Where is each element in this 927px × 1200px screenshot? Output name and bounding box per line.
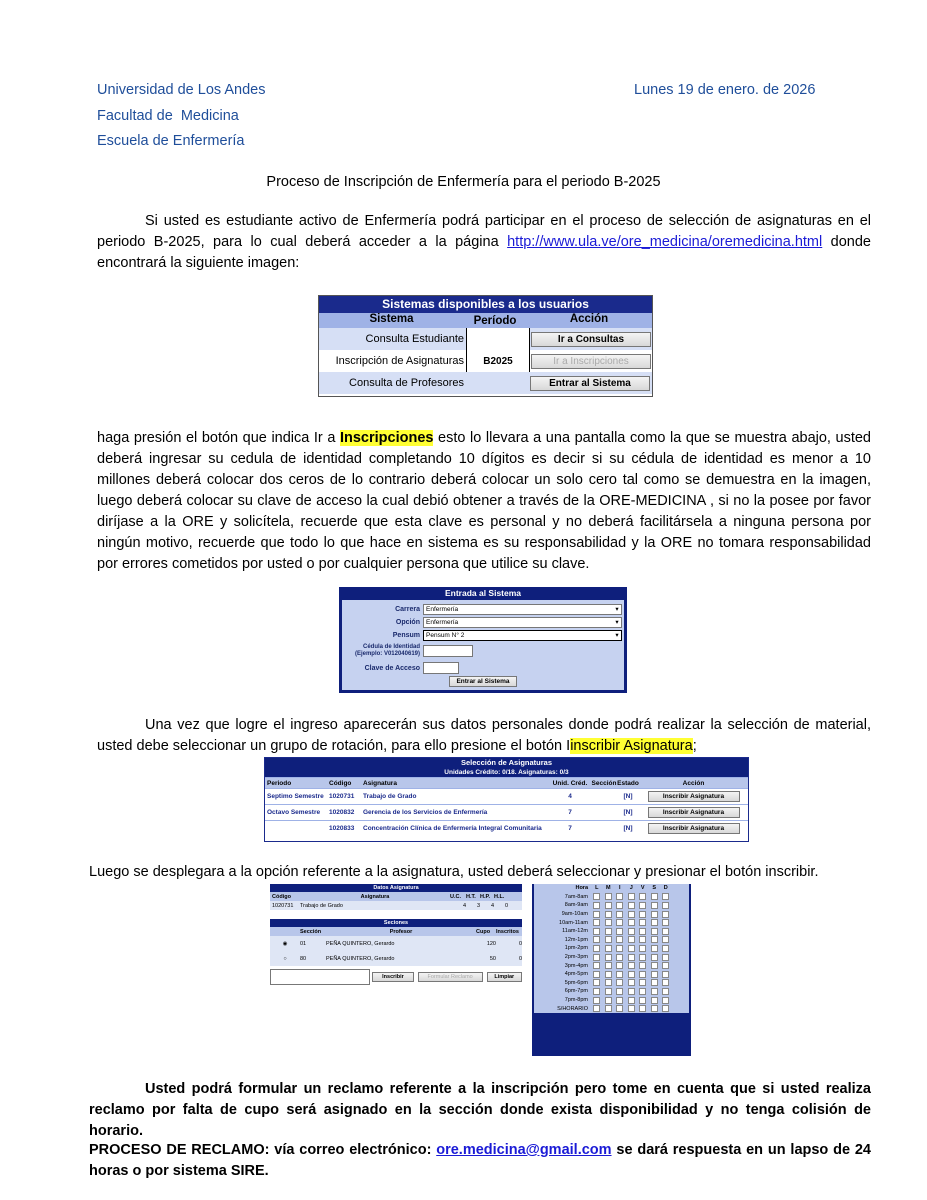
horario-row [534,979,689,988]
horario-slot-label: 5pm-6pm [564,979,588,986]
table-row: ◉ 01 PEÑA QUINTERO, Gerardo 120 0 [270,936,522,951]
table-row: ○ 80 PEÑA QUINTERO, Gerardo 50 0 [270,951,522,966]
horario-checkbox[interactable] [603,911,615,918]
horario-checkbox[interactable] [660,1005,672,1012]
horario-checkbox[interactable] [660,962,672,969]
horario-checkbox[interactable] [614,928,626,935]
horario-row [534,936,689,945]
horario-checkbox[interactable] [649,971,661,978]
entrada-title: Entrada al Sistema [444,588,522,598]
cedula-input[interactable] [423,645,473,657]
inscripciones-highlight: Inscripciones [339,430,434,446]
horario-checkbox[interactable] [603,971,615,978]
horario-row [534,893,689,902]
horario-checkbox[interactable] [603,988,615,995]
horario-checkbox[interactable] [614,893,626,900]
horario-checkbox[interactable] [660,997,672,1004]
horario-checkbox[interactable] [626,954,638,961]
horario-slot-label: 1pm-2pm [564,945,588,952]
horario-checkbox[interactable] [614,919,626,926]
horario-checkbox[interactable] [637,997,649,1004]
horario-checkbox[interactable] [591,919,603,926]
horario-checkbox[interactable] [591,997,603,1004]
col-periodo: Período [473,314,517,327]
horario-checkbox[interactable] [649,997,661,1004]
horario-slot-label: 12m-1pm [564,936,588,943]
horario-slot-label: S/HORARIO [557,1005,588,1012]
entrar-al-sistema-button[interactable]: Entrar al Sistema [530,376,650,391]
horario-row [534,901,689,910]
table-row: 1020833 Concentración Clínica de Enfermería Integral Comunitaria 7 [N] Inscribir Asignatura [265,820,748,836]
horario-checkbox[interactable] [603,954,615,961]
horario-checkbox[interactable] [603,979,615,986]
table-row: Octavo Semestre 1020832 Gerencia de los Servicios de Enfermería 7 [N] Inscribir Asignatura [265,804,748,820]
horario-row [534,987,689,996]
carrera-select[interactable]: Enfermería ▾ [423,604,622,615]
clave-input[interactable] [423,662,459,674]
instructions-paragraph: haga presión el botón que indica Ir a Inscripciones esto lo llevara a una pantalla como la que se muestra abajo, usted deberá ingresar su cedula de identidad completando 10 dígitos es decir si su cédula de identidad es menor a 10 millones deberá colocar dos ceros de lo contrario deberá colocar un solo cero tal como se demuestra en la imagen, luego deberá colocar su clave de acceso la cual debió obtener a través de la ORE-MEDICINA , si no la posee por favor diríjase a la ORE y solicítela, recuerde que esta clave es personal y no deberá facilitársela a ninguna persona por ningún motivo, recuerde que todo lo que hace en sistema es su responsabilidad y la ORE no tomara responsabilidad por errores cometidos por usted o por cualquier persona que utilice su clave. [97,430,871,572]
datos-title: Datos Asignatura [270,884,522,892]
horario-checkbox[interactable] [637,988,649,995]
horario-checkbox[interactable] [591,979,603,986]
secciones-title: Seciones [270,919,522,927]
horario-checkbox[interactable] [637,919,649,926]
horario-checkbox[interactable] [626,1005,638,1012]
horario-checkbox[interactable] [626,988,638,995]
inscribir-button[interactable]: Inscribir [372,972,413,982]
horario-checkbox[interactable] [603,997,615,1004]
horario-checkbox[interactable] [614,1005,626,1012]
horario-checkbox[interactable] [637,902,649,909]
horario-row [534,970,689,979]
entrar-button[interactable]: Entrar al Sistema [449,676,517,687]
sistemas-title: Sistemas disponibles a los usuarios [319,296,652,313]
horario-checkbox[interactable] [626,911,638,918]
document-title: Proceso de Inscripción de Enfermería para el periodo B-2025 [266,174,661,190]
horario-checkbox[interactable] [603,936,615,943]
horario-checkbox[interactable] [649,962,661,969]
horario-checkbox[interactable] [660,902,672,909]
entrada-form: Entrada al Sistema Carrera Enfermería ▾ Opción Enfermería ▾ Pensum Pensum N° 2 ▾ Cédula de Identidad (Ejemplo: V012040619) Clave de Acceso Entrar al Sistema [339,587,627,693]
horario-checkbox[interactable] [603,919,615,926]
horario-checkbox[interactable] [626,979,638,986]
radio-selected-icon[interactable]: ◉ [282,940,288,947]
horario-checkbox[interactable] [591,1005,603,1012]
ir-a-inscripciones-button[interactable]: Ir a Inscripciones [531,354,651,369]
horario-row [534,996,689,1005]
horario-row [534,918,689,927]
horario-slot-label: 11am-12m [562,928,588,935]
horario-checkbox[interactable] [660,979,672,986]
horario-checkbox[interactable] [614,962,626,969]
horario-slot-label: 4pm-5pm [564,971,588,978]
horario-checkbox[interactable] [614,971,626,978]
horario-slot-label: 10am-11am [559,919,588,926]
horario-slot-label: 7am-8am [564,893,588,900]
horario-checkbox[interactable] [614,911,626,918]
table-row: 1020731 Trabajo de Grado 4 3 4 0 [270,901,522,910]
horario-row [534,1004,689,1013]
horario-slot-label: 3pm-4pm [564,962,588,969]
sistemas-table [318,295,653,397]
horario-checkbox[interactable] [626,919,638,926]
formular-reclamo-button[interactable]: Formular Reclamo [418,972,483,982]
reclamo-input[interactable] [270,969,370,985]
horario-slot-label: 9am-10am [561,911,588,918]
horario-checkbox[interactable] [626,893,638,900]
horario-checkbox[interactable] [626,936,638,943]
horario-checkbox[interactable] [591,988,603,995]
horario-checkbox[interactable] [660,954,672,961]
horario-checkbox[interactable] [614,902,626,909]
horario-checkbox[interactable] [614,936,626,943]
horario-checkbox[interactable] [614,954,626,961]
horario-checkbox[interactable] [614,988,626,995]
university-name: Universidad de Los Andes [97,82,266,98]
ir-a-consultas-button[interactable]: Ir a Consultas [531,332,651,347]
horario-checkbox[interactable] [637,962,649,969]
horario-checkbox[interactable] [626,971,638,978]
horario-checkbox[interactable] [626,997,638,1004]
horario-row [534,910,689,919]
horario-checkbox[interactable] [637,911,649,918]
horario-checkbox[interactable] [660,928,672,935]
horario-checkbox[interactable] [660,911,672,918]
document-date: Lunes 19 de enero. de 2026 [634,82,816,98]
horario-checkbox[interactable] [614,979,626,986]
school-name: Escuela de Enfermería [97,133,245,149]
horario-checkbox[interactable] [660,971,672,978]
horario-checkbox[interactable] [591,936,603,943]
horario-checkbox[interactable] [649,936,661,943]
horario-checkbox[interactable] [591,893,603,900]
horario-checkbox[interactable] [637,945,649,952]
opcion-select[interactable]: Enfermería ▾ [423,617,622,628]
sistema-row-label: Inscripción de Asignaturas [335,355,464,367]
chevron-down-icon: ▾ [615,632,619,639]
horario-slot-label: 6pm-7pm [564,988,588,995]
horario-checkbox[interactable] [649,945,661,952]
horario-row [534,944,689,953]
horario-checkbox[interactable] [649,919,661,926]
horario-row [534,961,689,970]
horario-checkbox[interactable] [591,971,603,978]
periodo-value: B2025 [466,350,530,372]
seleccion-table: Selección de Asignaturas Unidades Crédito: 0/18. Asignaturas: 0/3 Periodo Código Asignatura Unid. Créd. Sección Estado Acción Septimo Semestre 1020731 Trabajo de Grado 4 [N] Inscribir Asignatura Octavo Semestre 1020832 Gerencia de los Servicios de Enfermería 7 [N] Inscribir Asignatura 1020833 Concentración Clínica de Enfermería Integral Comunitaria 7 [N] Inscribir Asignatura [264,757,749,842]
horario-checkbox[interactable] [637,936,649,943]
ore-link[interactable]: http://www.ula.ve/ore_medicina/oremedicina.html [507,234,823,250]
horario-body [534,893,689,1013]
email-link[interactable]: ore.medicina@gmail.com [436,1142,612,1158]
table-row: Septimo Semestre 1020731 Trabajo de Grado 4 [N] Inscribir Asignatura [265,788,748,804]
horario-slot-label: 2pm-3pm [564,954,588,961]
chevron-down-icon: ▾ [615,606,619,613]
pensum-select[interactable]: Pensum N° 2 ▾ [423,630,622,641]
horario-checkbox[interactable] [649,1005,661,1012]
horario-checkbox[interactable] [626,928,638,935]
horario-checkbox[interactable] [660,988,672,995]
horario-checkbox[interactable] [649,979,661,986]
horario-checkbox[interactable] [637,928,649,935]
horario-checkbox[interactable] [660,919,672,926]
horario-checkbox[interactable] [649,911,661,918]
proceso-reclamo: PROCESO DE RECLAMO: vía correo electrónico: ore.medicina@gmail.com se dará respuesta en un lapso de 24 horas o por sistema SIRE. [89,1142,871,1179]
reclamo-paragraph: Usted podrá formular un reclamo referente a la inscripción pero tome en cuenta que si usted realiza reclamo por falta de cupo será asignado en la sección donde exista disponibilidad y no tenga colisión de horario. [89,1081,871,1139]
horario-checkbox[interactable] [591,911,603,918]
horario-checkbox[interactable] [637,979,649,986]
horario-slot-label: 8am-9am [564,902,588,909]
limpiar-button[interactable]: Limpiar [487,972,522,982]
horario-checkbox[interactable] [660,945,672,952]
horario-checkbox[interactable] [637,954,649,961]
horario-checkbox[interactable] [603,945,615,952]
seleccion-paragraph: Una vez que logre el ingreso aparecerán sus datos personales donde podrá realizar la selección de material, usted debe seleccionar un grupo de rotación, para ello presione el botón Iinscribir Asignatura; [97,717,871,754]
horario-checkbox[interactable] [660,936,672,943]
horario-row [534,927,689,936]
horario-checkbox[interactable] [591,902,603,909]
seleccion-subtitle: Unidades Crédito: 0/18. Asignaturas: 0/3 [265,768,748,777]
horario-checkbox[interactable] [614,945,626,952]
horario-checkbox[interactable] [649,902,661,909]
horario-grid: Hora L M I J V S D 7am-8am 8am-9am 9am-10am 10am-11am 11am-12m 12m-1pm 1pm-2pm 2pm-3pm 3pm-4pm 4pm-5pm 5pm-6pm 6pm-7pm 7pm-8pm S/HORARIO [532,884,691,1056]
horario-checkbox[interactable] [649,954,661,961]
sistema-row-label: Consulta de Profesores [349,377,464,389]
horario-checkbox[interactable] [614,997,626,1004]
horario-checkbox[interactable] [637,1005,649,1012]
intro-paragraph: Si usted es estudiante activo de Enfermería podrá participar en el proceso de selección de asignaturas en el periodo B-2025, para lo cual deberá acceder a la página http://www.ula.ve/ore_medicina/oremedicina.html donde encontrará la siguiente imagen: [97,213,871,271]
horario-checkbox[interactable] [660,893,672,900]
despliegue-paragraph: Luego se desplegara a la opción referente a la asignatura, usted deberá seleccionar y presionar el botón inscribir. [89,864,819,880]
inscribir-asignatura-button[interactable]: Inscribir Asignatura [648,791,740,802]
horario-checkbox[interactable] [626,902,638,909]
horario-checkbox[interactable] [603,1005,615,1012]
horario-checkbox[interactable] [649,928,661,935]
horario-checkbox[interactable] [603,902,615,909]
horario-checkbox[interactable] [637,893,649,900]
seleccion-title: Selección de Asignaturas [265,758,748,768]
horario-checkbox[interactable] [649,988,661,995]
horario-checkbox[interactable] [603,893,615,900]
col-sistema: Sistema [369,313,414,325]
horario-checkbox[interactable] [649,893,661,900]
horario-checkbox[interactable] [626,962,638,969]
horario-slot-label: 7pm-8pm [564,997,588,1004]
horario-checkbox[interactable] [591,945,603,952]
horario-checkbox[interactable] [591,954,603,961]
chevron-down-icon: ▾ [615,619,619,626]
inscribir-highlight: inscribir Asignatura [570,738,693,754]
sistema-row-label: Consulta Estudiante [365,333,464,345]
horario-checkbox[interactable] [603,962,615,969]
datos-asignatura-panel: Datos Asignatura Código Asignatura U.C. H.T. H.P. H.L. 1020731 Trabajo de Grado 4 3 4 0 Seciones Sección Profesor Cupo Inscritos ◉ 01 PEÑA QUINTERO, Gerardo 120 0 ○ 80 PEÑA QUINTERO, Gerardo 50 0 Inscribir Formular Reclamo Limpiar [270,884,522,986]
faculty-name: Facultad de Medicina [97,108,239,124]
horario-checkbox[interactable] [637,971,649,978]
inscribir-asignatura-button[interactable]: Inscribir Asignatura [648,823,740,834]
horario-row [534,953,689,962]
horario-checkbox[interactable] [626,945,638,952]
radio-icon[interactable]: ○ [283,955,287,962]
horario-checkbox[interactable] [591,962,603,969]
horario-checkbox[interactable] [591,928,603,935]
inscribir-asignatura-button[interactable]: Inscribir Asignatura [648,807,740,818]
col-accion: Acción [569,313,609,325]
horario-checkbox[interactable] [603,928,615,935]
